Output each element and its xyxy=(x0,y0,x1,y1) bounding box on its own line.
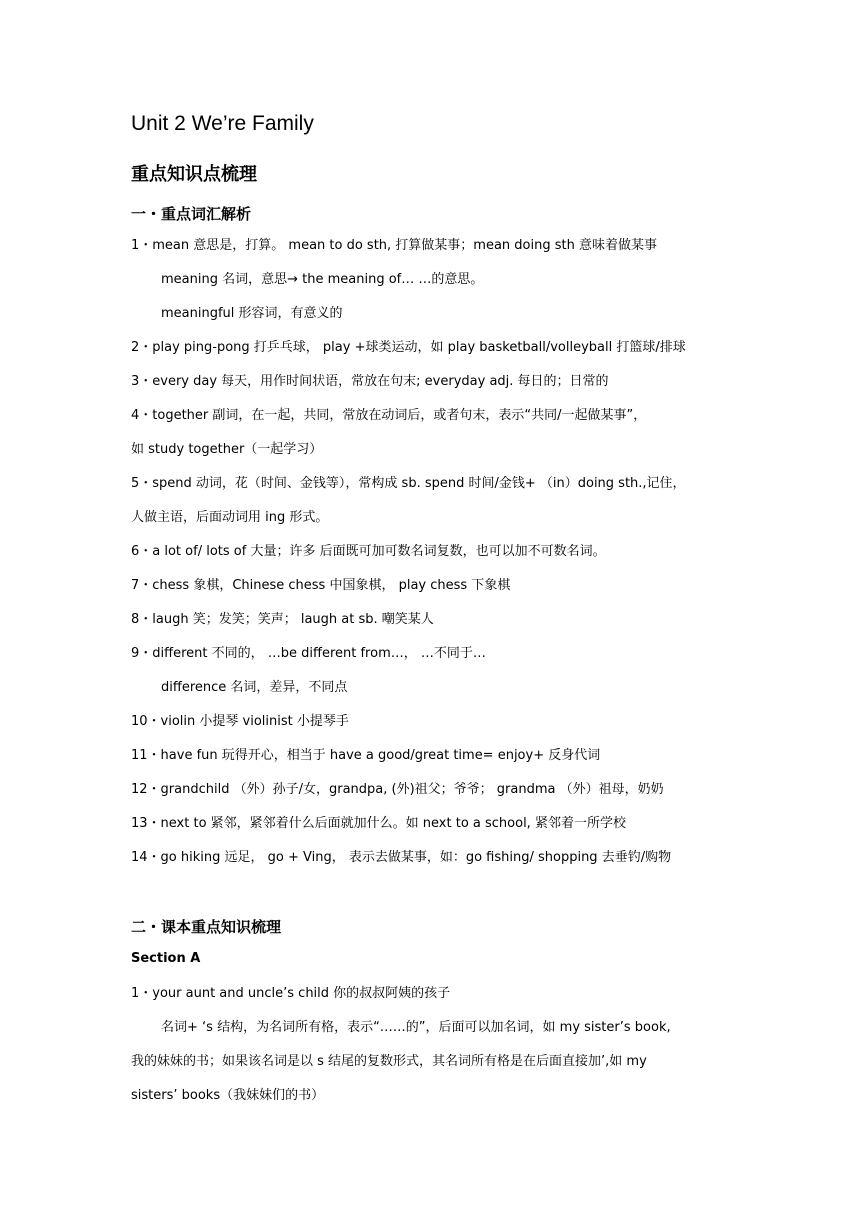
document-subtitle: 重点知识点梳理 xyxy=(131,164,257,185)
vocab-line: 8・laugh 笑；发笑；笑声； laugh at sb. 嘲笑某人 xyxy=(131,612,434,627)
section-a-line: 1・your aunt and uncle’s child 你的叔叔阿姨的孩子 xyxy=(131,986,451,1001)
vocab-line: 14・go hiking 远足， go + Ving， 表示去做某事，如：go fishing/ shopping 去垂钓/购物 xyxy=(131,850,672,865)
vocab-line: 6・a lot of/ lots of 大量；许多 后面既可加可数名词复数，也可以加不可数名词。 xyxy=(131,544,606,559)
section-heading-vocabulary: 一・重点词汇解析 xyxy=(131,205,252,223)
vocab-line: 如 study together（一起学习） xyxy=(131,442,323,457)
vocab-line: meaningful 形容词，有意义的 xyxy=(161,306,343,321)
vocab-line: 10・violin 小提琴 violinist 小提琴手 xyxy=(131,714,349,729)
vocab-line: 3・every day 每天，用作时间状语，常放在句末; everyday adj. 每日的；日常的 xyxy=(131,374,609,389)
vocab-line: 13・next to 紧邻，紧邻着什么后面就加什么。如 next to a school, 紧邻着一所学校 xyxy=(131,816,626,831)
document-title: Unit 2 We’re Family xyxy=(131,112,314,135)
vocab-line: meaning 名词，意思→ the meaning of… …的意思。 xyxy=(161,272,484,287)
section-heading-textbook: 二・课本重点知识梳理 xyxy=(131,918,282,936)
vocab-line: 9・different 不同的， …be different from…， …不同于… xyxy=(131,646,486,661)
vocab-line: 2・play ping-pong 打乒乓球， play +球类运动，如 play basketball/volleyball 打篮球/排球 xyxy=(131,340,686,355)
section-a-line: 名词+ ‘s 结构，为名词所有格，表示“……的”，后面可以加名词，如 my sister’s book, xyxy=(161,1020,671,1035)
vocab-line: 1・mean 意思是，打算。 mean to do sth, 打算做某事；mean doing sth 意味着做某事 xyxy=(131,238,657,253)
vocab-line: 12・grandchild （外）孙子/女，grandpa, (外)祖父；爷爷； grandma （外）祖母，奶奶 xyxy=(131,782,664,797)
vocab-line: 5・spend 动词，花（时间、金钱等），常构成 sb. spend 时间/金钱+ （in）doing sth.,记住， xyxy=(131,476,686,491)
section-a-line: 我的妹妹的书；如果该名词是以 s 结尾的复数形式，其名词所有格是在后面直接加’,如 my xyxy=(131,1054,647,1069)
vocab-line: 4・together 副词，在一起，共同，常放在动词后，或者句末，表示“共同/一起做某事”， xyxy=(131,408,647,423)
vocab-line: difference 名词，差异，不同点 xyxy=(161,680,348,695)
vocab-line: 人做主语，后面动词用 ing 形式。 xyxy=(131,510,329,525)
section-a-line: sisters’ books（我妹妹们的书） xyxy=(131,1088,325,1103)
section-a-label: Section A xyxy=(131,951,201,966)
vocab-line: 7・chess 象棋，Chinese chess 中国象棋， play chess 下象棋 xyxy=(131,578,511,593)
vocab-line: 11・have fun 玩得开心，相当于 have a good/great time= enjoy+ 反身代词 xyxy=(131,748,601,763)
